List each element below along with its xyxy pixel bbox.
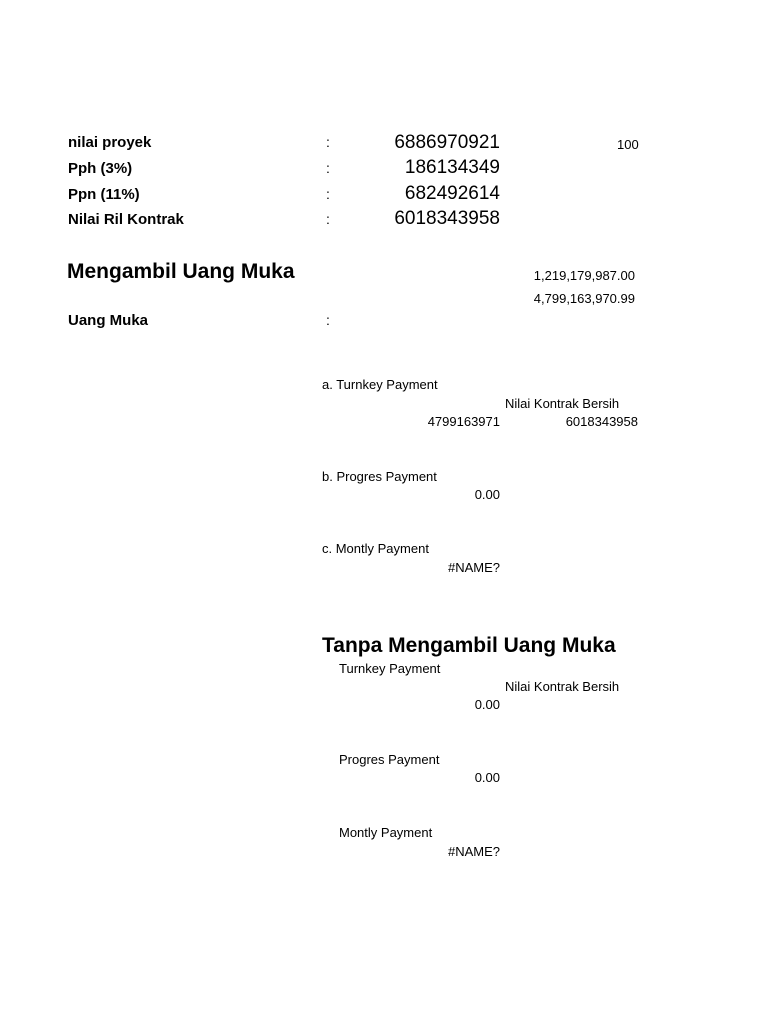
ppn-value: 682492614 bbox=[404, 183, 500, 204]
nilai-ril-label: Nilai Ril Kontrak bbox=[68, 211, 184, 228]
with-dp-heading: Mengambil Uang Muka bbox=[67, 260, 295, 283]
wo-montly-label: Montly Payment bbox=[339, 825, 433, 840]
montly-label: c. Montly Payment bbox=[322, 541, 429, 556]
wo-turnkey-col-header: Nilai Kontrak Bersih bbox=[505, 679, 620, 694]
uang-muka-label: Uang Muka bbox=[68, 312, 149, 329]
turnkey-col-header: Nilai Kontrak Bersih bbox=[505, 396, 620, 411]
turnkey-value: 4799163971 bbox=[427, 414, 500, 429]
nilai-proyek-label: nilai proyek bbox=[68, 134, 152, 151]
wo-progres-value: 0.00 bbox=[474, 770, 500, 785]
side-value-1: 1,219,179,987.00 bbox=[533, 268, 635, 283]
nilai-ril-value: 6018343958 bbox=[394, 208, 500, 229]
progres-value: 0.00 bbox=[474, 487, 500, 502]
uang-muka-colon: : bbox=[326, 312, 330, 328]
pph-value: 186134349 bbox=[404, 157, 500, 178]
ppn-colon: : bbox=[326, 186, 330, 202]
wo-progres-label: Progres Payment bbox=[339, 752, 440, 767]
wo-montly-value: #NAME? bbox=[447, 844, 500, 859]
nilai-proyek-extra: 100 bbox=[617, 137, 639, 152]
side-value-2: 4,799,163,970.99 bbox=[533, 291, 635, 306]
ppn-label: Ppn (11%) bbox=[68, 186, 140, 203]
wo-turnkey-label: Turnkey Payment bbox=[339, 661, 441, 676]
turnkey-label: a. Turnkey Payment bbox=[322, 377, 438, 392]
pph-label: Pph (3%) bbox=[68, 160, 133, 177]
turnkey-net-value: 6018343958 bbox=[565, 414, 638, 429]
without-dp-heading: Tanpa Mengambil Uang Muka bbox=[322, 634, 616, 657]
nilai-proyek-value: 6886970921 bbox=[394, 132, 500, 153]
pph-colon: : bbox=[326, 160, 330, 176]
montly-value: #NAME? bbox=[447, 560, 500, 575]
progres-label: b. Progres Payment bbox=[322, 469, 437, 484]
nilai-ril-colon: : bbox=[326, 211, 330, 227]
nilai-proyek-colon: : bbox=[326, 134, 330, 150]
wo-turnkey-value: 0.00 bbox=[474, 697, 500, 712]
